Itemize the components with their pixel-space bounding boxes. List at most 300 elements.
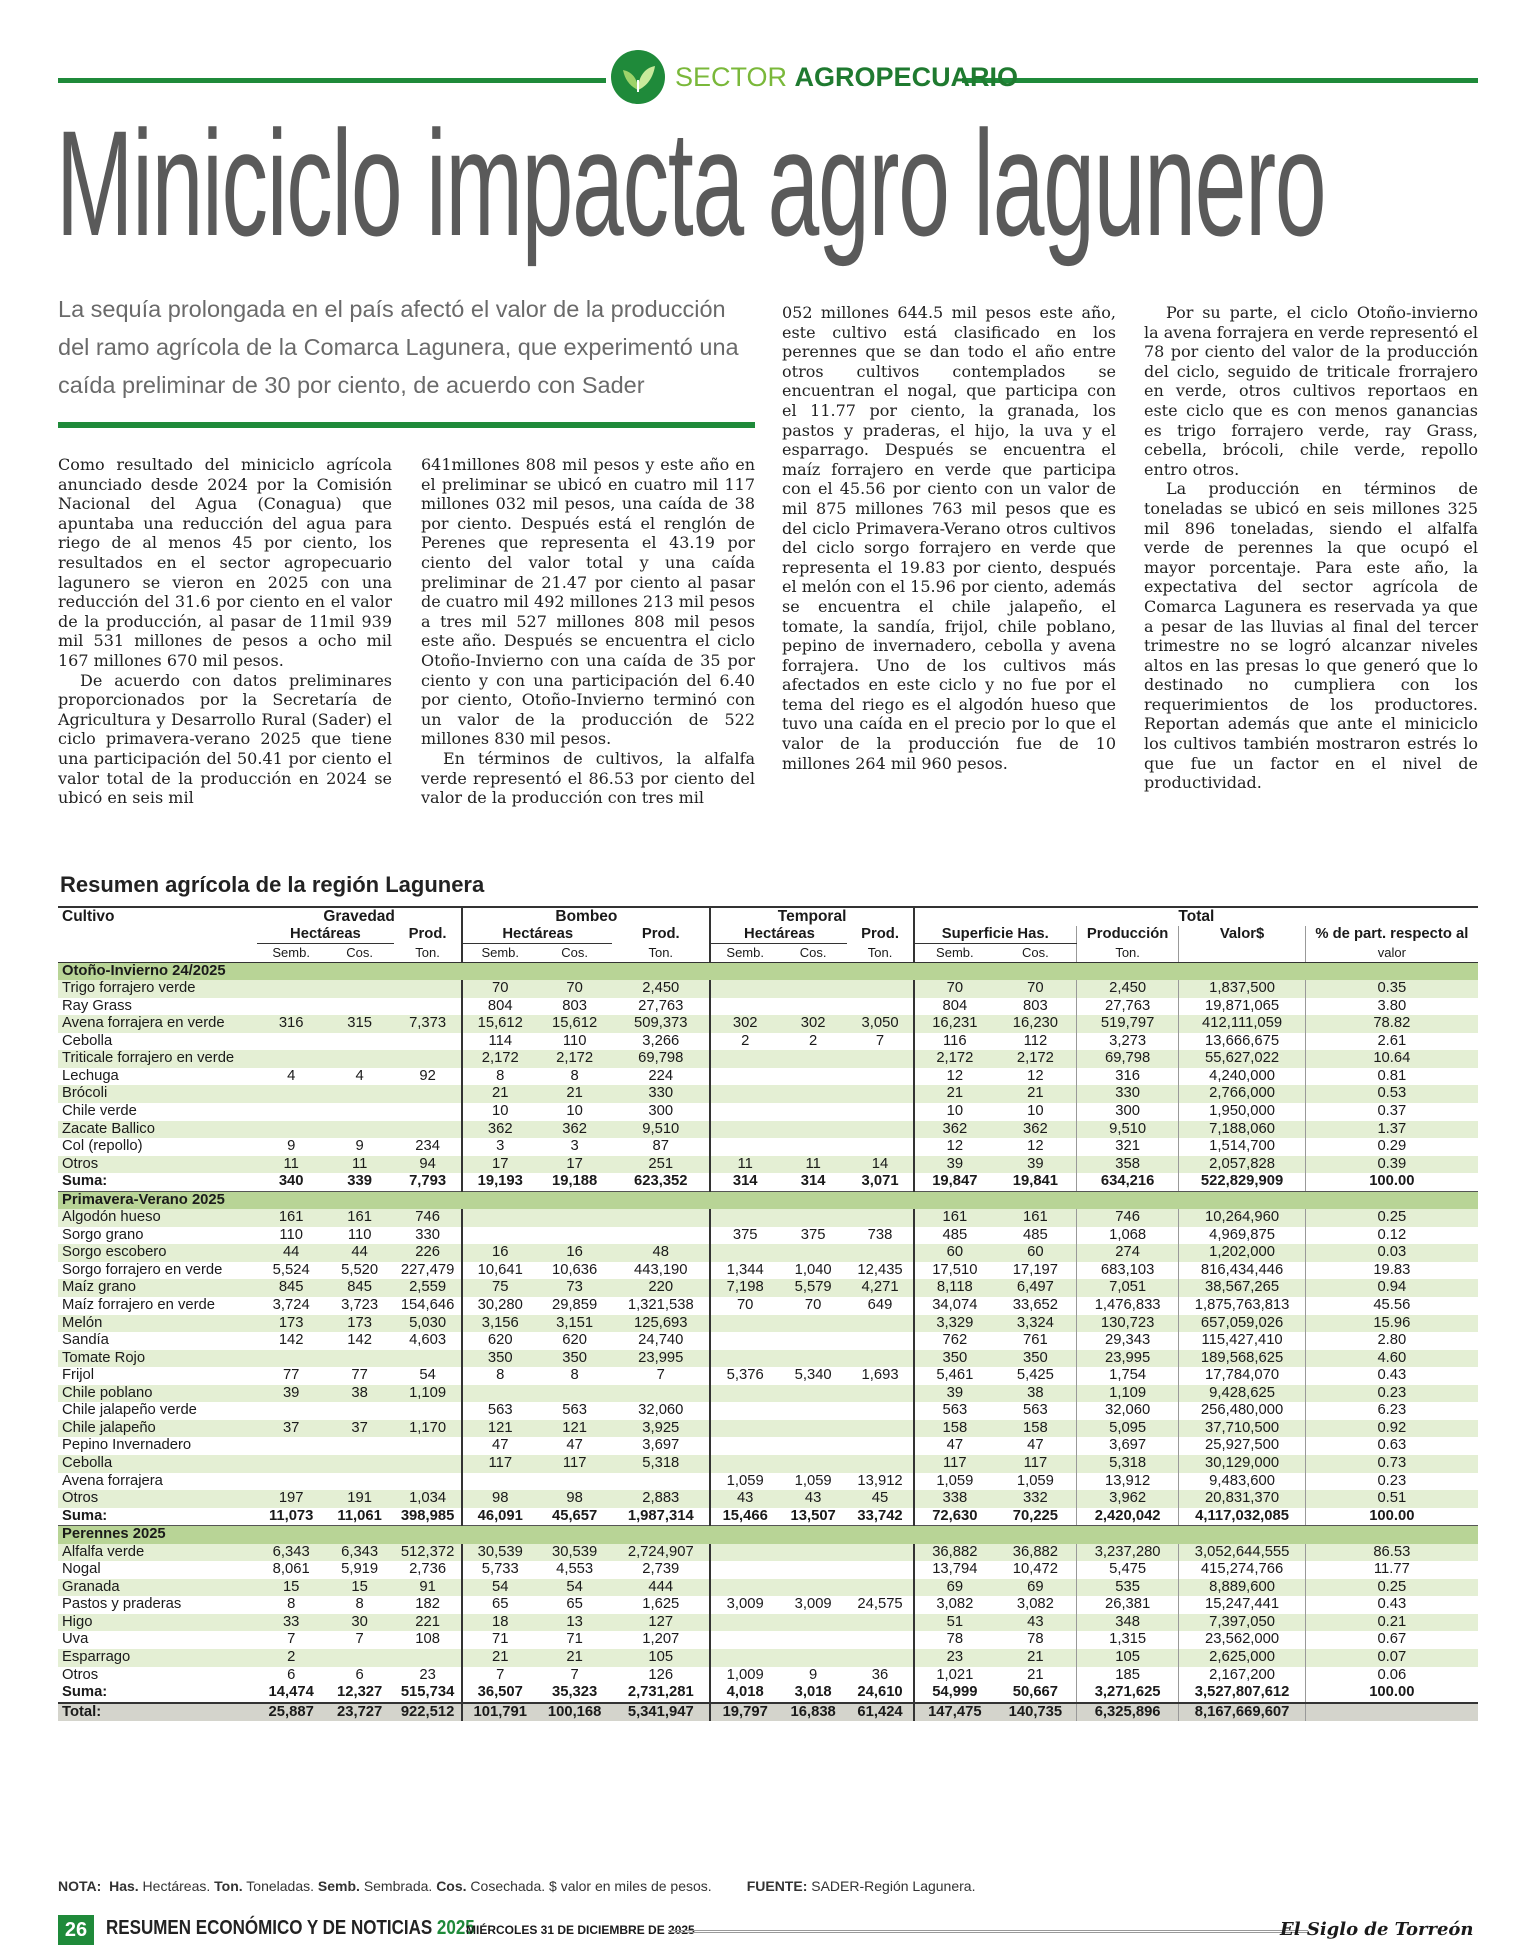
table-cell: 154,646 — [400, 1297, 455, 1314]
table-cell — [394, 1649, 462, 1667]
table-cell: 3,009 — [794, 1596, 832, 1613]
table-title: Resumen agrícola de la región Lagunera — [60, 872, 485, 897]
table-cell: 39 — [914, 1156, 995, 1174]
table-cell: 33 — [257, 1614, 325, 1632]
table-cell: 7,793 — [394, 1173, 462, 1191]
table-cell: 0.07 — [1305, 1649, 1478, 1667]
table-row — [58, 1262, 1478, 1280]
table-cell: 37 — [257, 1420, 325, 1438]
table-cell: 13,912 — [857, 1472, 903, 1489]
table-cell: 10 — [1027, 1103, 1044, 1120]
table-cell: 116 — [914, 1033, 995, 1051]
table-cell: 100.00 — [1305, 1684, 1478, 1703]
table-cell: 2,167,200 — [1179, 1667, 1305, 1685]
table-cell: 314 — [779, 1173, 847, 1191]
table-cell: 38,567,265 — [1179, 1279, 1305, 1297]
table-cell: 86.53 — [1305, 1544, 1478, 1562]
table-cell: 14 — [847, 1156, 913, 1174]
table-cell: 43 — [995, 1614, 1076, 1632]
table-cell: 9,428,625 — [1179, 1385, 1305, 1403]
table-cell: 3,723 — [341, 1297, 379, 1314]
table-cell: 3,273 — [1076, 1033, 1179, 1051]
table-cell: 8,889,600 — [1179, 1579, 1305, 1597]
article-column-4 — [1144, 303, 1478, 793]
table-cell: 623,352 — [612, 1173, 710, 1191]
table-cell: 21 — [462, 1649, 537, 1667]
table-cell: 3,266 — [642, 1032, 680, 1049]
table-cell: 0.73 — [1305, 1455, 1478, 1473]
table-cell: 15,247,441 — [1179, 1596, 1305, 1614]
table-row — [58, 1367, 1478, 1385]
table-cell: 350 — [537, 1350, 612, 1368]
table-cell — [710, 1649, 778, 1667]
table-cell: 7,198 — [710, 1279, 778, 1297]
article-column-1 — [58, 455, 392, 808]
table-cell: 4 — [355, 1067, 364, 1084]
table-cell — [257, 1473, 325, 1491]
table-cell: 17,784,070 — [1179, 1367, 1305, 1385]
table-cell — [779, 1332, 847, 1350]
table-row — [58, 1244, 1478, 1262]
table-cell: 4,553 — [556, 1561, 594, 1578]
table-cell — [779, 1631, 847, 1649]
table-cell: 3,527,807,612 — [1179, 1684, 1305, 1703]
table-cell: 0.35 — [1305, 980, 1478, 998]
table-cell: 105 — [1076, 1649, 1179, 1667]
table-cell: 26,381 — [1076, 1596, 1179, 1614]
crop-name: Esparrago — [58, 1649, 257, 1667]
table-cell: 3 — [570, 1138, 579, 1155]
table-cell: 5,318 — [1076, 1455, 1179, 1473]
table-cell — [325, 1455, 393, 1473]
crop-name: Otros — [62, 1666, 99, 1683]
table-cell — [325, 1402, 393, 1420]
table-row — [58, 1227, 1478, 1245]
table-cell: 3,925 — [612, 1420, 710, 1438]
sum-row — [58, 1508, 1478, 1526]
table-cell: 5,341,947 — [612, 1703, 710, 1722]
table-cell: 17,510 — [914, 1262, 995, 1280]
table-cell — [257, 998, 325, 1016]
table-cell: 302 — [710, 1015, 778, 1033]
table-cell: 27,763 — [1076, 998, 1179, 1016]
table-cell: 34,074 — [914, 1297, 995, 1315]
table-cell: 44 — [257, 1244, 325, 1262]
table-cell: 2,883 — [612, 1490, 710, 1508]
table-cell: 0.67 — [1305, 1631, 1478, 1649]
crop-name: Cebolla — [62, 1032, 113, 1049]
table-row — [58, 1579, 1478, 1597]
table-cell: 5,733 — [462, 1561, 537, 1579]
table-cell: 37 — [325, 1420, 393, 1438]
table-cell: 70 — [804, 1297, 822, 1314]
table-cell: 19,193 — [462, 1173, 537, 1191]
table-cell: 3,324 — [995, 1315, 1076, 1333]
crop-name: Higo — [58, 1614, 257, 1632]
table-cell: 0.29 — [1305, 1138, 1478, 1156]
paragraph: De acuerdo con datos preliminares proporcionados por la Secretaría de Agricultura y Desarrollo Rural (Sader) el ciclo primavera-verano 2025 que tiene una participación del 50.41 por ciento el valor total de la producción en 2024 se ubicó en seis mil — [58, 670, 392, 808]
table-cell: 130,723 — [1076, 1315, 1179, 1333]
table-cell: 65 — [566, 1596, 583, 1613]
table-cell — [257, 1121, 325, 1139]
table-cell — [257, 1437, 325, 1455]
table-cell: 158 — [995, 1420, 1076, 1438]
table-cell: 39 — [995, 1156, 1076, 1174]
table-cell — [612, 1227, 710, 1245]
table-cell: 38 — [995, 1385, 1076, 1403]
table-cell: 35,323 — [537, 1684, 612, 1703]
table-cell: 5,524 — [272, 1261, 310, 1278]
table-cell: 43 — [779, 1490, 847, 1508]
table-cell: 398,985 — [394, 1508, 462, 1526]
col-cos: Cos. — [325, 944, 393, 963]
table-cell: 5,095 — [1076, 1420, 1179, 1438]
table-cell: 54 — [419, 1367, 436, 1384]
crop-name: Pastos y praderas — [62, 1596, 182, 1613]
table-cell — [847, 1050, 913, 1068]
table-cell — [325, 980, 393, 998]
table-cell — [325, 1437, 393, 1455]
table-cell: 158 — [914, 1420, 995, 1438]
table-cell: 746 — [1076, 1209, 1179, 1227]
table-cell: 6,343 — [325, 1544, 393, 1562]
col-cultivo: Cultivo — [58, 907, 257, 926]
table-cell — [325, 1050, 393, 1068]
table-row — [58, 1156, 1478, 1174]
table-cell: 50,667 — [995, 1684, 1076, 1703]
section-header-row — [58, 1526, 1478, 1544]
table-row — [58, 1490, 1478, 1508]
table-cell: 845 — [257, 1279, 325, 1297]
table-cell — [779, 1437, 847, 1455]
table-cell: 6.23 — [1305, 1402, 1478, 1420]
table-cell — [779, 1614, 847, 1632]
table-cell: 161 — [325, 1209, 393, 1227]
table-cell: 98 — [462, 1490, 537, 1508]
table-cell: 6 — [355, 1666, 364, 1683]
table-cell: 0.81 — [1305, 1068, 1478, 1086]
table-cell: 0.43 — [1305, 1596, 1478, 1614]
table-cell: 21 — [995, 1085, 1076, 1103]
section-header-row — [58, 1191, 1478, 1209]
table-cell — [847, 1385, 913, 1403]
crop-name: Sorgo escobero — [58, 1244, 257, 1262]
crop-name: Chile poblano — [58, 1385, 257, 1403]
table-cell — [325, 1085, 393, 1103]
table-cell: 804 — [462, 998, 537, 1016]
table-cell — [779, 1244, 847, 1262]
table-cell: 115,427,410 — [1179, 1332, 1305, 1350]
table-cell: 350 — [914, 1350, 995, 1368]
col-prod: Prod. — [861, 925, 899, 942]
table-cell: 224 — [648, 1067, 674, 1084]
table-cell — [779, 1085, 847, 1103]
table-cell: 47 — [566, 1437, 583, 1454]
table-cell — [847, 1103, 913, 1121]
table-cell: 1,207 — [642, 1631, 680, 1648]
table-cell: 5,318 — [612, 1455, 710, 1473]
table-cell — [847, 1244, 913, 1262]
table-cell: 9,483,600 — [1179, 1473, 1305, 1491]
col-valor: Valor$ — [1179, 926, 1305, 944]
table-cell: 7,188,060 — [1179, 1121, 1305, 1139]
table-cell: 0.92 — [1305, 1420, 1478, 1438]
table-cell: 43 — [710, 1490, 778, 1508]
table-cell: 7,397,050 — [1179, 1614, 1305, 1632]
table-cell: 70 — [462, 980, 537, 998]
crop-name: Cebolla — [58, 1455, 257, 1473]
table-cell: 657,059,026 — [1179, 1315, 1305, 1333]
table-cell — [257, 1402, 325, 1420]
table-cell — [462, 1227, 537, 1245]
table-cell: 70 — [710, 1297, 778, 1315]
table-cell: 110 — [562, 1032, 587, 1049]
table-cell: 173 — [325, 1315, 393, 1333]
table-cell: 87 — [652, 1138, 669, 1155]
table-cell: 10,636 — [551, 1261, 598, 1278]
table-cell: 485 — [914, 1227, 995, 1245]
table-cell — [779, 1544, 847, 1562]
col-prod: Prod. — [641, 925, 680, 942]
table-cell: 112 — [1023, 1032, 1048, 1049]
table-cell: 620 — [562, 1332, 587, 1349]
crop-name: Pepino Invernadero — [62, 1437, 192, 1454]
table-cell: 78 — [1027, 1631, 1044, 1648]
table-cell: 1,021 — [914, 1667, 995, 1685]
table-cell: 117 — [914, 1455, 995, 1473]
table-cell — [847, 1402, 913, 1420]
table-cell: 4,018 — [710, 1684, 778, 1703]
table-cell: 922,512 — [394, 1703, 462, 1722]
section-header-row — [58, 962, 1478, 980]
table-cell — [537, 1209, 612, 1227]
table-cell: 47 — [914, 1437, 995, 1455]
table-cell: 16,838 — [779, 1703, 847, 1722]
table-cell — [847, 1332, 913, 1350]
table-cell — [847, 1138, 913, 1156]
table-cell — [779, 1350, 847, 1368]
table-cell — [710, 1050, 778, 1068]
table-cell: 11 — [710, 1156, 778, 1174]
crop-name: Triticale forrajero en verde — [58, 1050, 257, 1068]
table-cell: 24,610 — [847, 1684, 913, 1703]
col-total: Total — [914, 907, 1478, 926]
table-cell: 15,466 — [710, 1508, 778, 1526]
table-cell: 91 — [394, 1579, 462, 1597]
table-cell: 11,061 — [325, 1508, 393, 1526]
table-cell: 92 — [419, 1067, 436, 1084]
lede-rule — [58, 422, 755, 428]
table-cell — [325, 1350, 393, 1368]
table-cell — [257, 1050, 325, 1068]
table-cell: 563 — [562, 1402, 587, 1419]
table-cell: 5,579 — [779, 1279, 847, 1297]
table-cell: 13 — [537, 1614, 612, 1632]
table-cell: 1,109 — [394, 1385, 462, 1403]
table-cell: 683,103 — [1076, 1262, 1179, 1280]
table-cell — [779, 1209, 847, 1227]
table-cell: 70 — [914, 980, 995, 998]
table-cell — [1305, 1703, 1478, 1722]
table-cell: 54 — [537, 1579, 612, 1597]
table-cell: 519,797 — [1076, 1015, 1179, 1033]
table-cell: 0.21 — [1305, 1614, 1478, 1632]
table-cell: 25,887 — [257, 1703, 325, 1722]
table-cell: 72,630 — [914, 1508, 995, 1526]
table-cell — [257, 1350, 325, 1368]
table-cell: 2,172 — [995, 1050, 1076, 1068]
table-cell: 738 — [867, 1226, 893, 1243]
table-cell — [394, 1350, 462, 1368]
table-cell — [325, 1121, 393, 1139]
table-cell — [257, 980, 325, 998]
table-row — [58, 1297, 1478, 1315]
table-cell: 23,995 — [612, 1350, 710, 1368]
table-cell: 12 — [914, 1138, 995, 1156]
crop-name: Tomate Rojo — [58, 1350, 257, 1368]
table-cell: 70 — [995, 980, 1076, 998]
table-cell — [710, 1437, 778, 1455]
col-gravedad: Gravedad — [257, 907, 462, 926]
table-cell: 9 — [355, 1138, 364, 1155]
headline: Miniciclo impacta agro lagunero — [56, 99, 1326, 267]
table-cell: 761 — [1023, 1332, 1048, 1349]
table-cell: 649 — [867, 1297, 893, 1314]
table-cell: 2,559 — [394, 1279, 462, 1297]
table-cell: 173 — [257, 1315, 325, 1333]
col-semb: Semb. — [914, 944, 995, 963]
table-cell: 7 — [570, 1666, 579, 1683]
table-cell: 33,652 — [1012, 1297, 1059, 1314]
table-note: NOTA: Has. Hectáreas. Ton. Toneladas. Semb. Sembrada. Cos. Cosechada. $ valor en miles de pesos. FUENTE: SADER-Región Lagunera. — [58, 1878, 976, 1894]
table-cell: 227,479 — [400, 1261, 455, 1278]
table-cell: 4,271 — [847, 1279, 913, 1297]
table-cell — [847, 980, 913, 998]
table-cell — [257, 1455, 325, 1473]
table-cell: 8 — [570, 1067, 579, 1084]
table-cell: 1,950,000 — [1179, 1103, 1305, 1121]
table-cell: 2,172 — [537, 1050, 612, 1068]
table-cell: 315 — [325, 1015, 393, 1033]
col-cos: Cos. — [779, 944, 847, 963]
table-cell: 1,202,000 — [1179, 1244, 1305, 1262]
table-cell: 73 — [537, 1279, 612, 1297]
table-cell: 634,216 — [1076, 1173, 1179, 1191]
table-cell: 10,641 — [462, 1262, 537, 1280]
table-cell: 7 — [656, 1367, 665, 1384]
table-cell — [394, 1121, 462, 1139]
table-cell: 6,497 — [995, 1279, 1076, 1297]
table-cell: 98 — [537, 1490, 612, 1508]
table-cell: 23 — [419, 1666, 436, 1683]
table-cell — [847, 1455, 913, 1473]
table-cell: 36,882 — [914, 1544, 995, 1562]
table-cell: 30,539 — [462, 1544, 537, 1562]
table-cell — [779, 1579, 847, 1597]
table-cell: 2,172 — [462, 1050, 537, 1068]
table-cell: 100.00 — [1305, 1173, 1478, 1191]
table-cell: 69,798 — [612, 1050, 710, 1068]
table-cell: 71 — [462, 1631, 537, 1649]
table-cell: 11 — [257, 1156, 325, 1174]
table-cell: 6,325,896 — [1076, 1703, 1179, 1722]
col-ton: Ton. — [612, 944, 710, 963]
table-cell: 13,912 — [1076, 1473, 1179, 1491]
table-cell: 117 — [462, 1455, 537, 1473]
table-cell: 2,420,042 — [1076, 1508, 1179, 1526]
table-cell: 108 — [415, 1631, 440, 1648]
col-ton: Ton. — [1076, 944, 1179, 963]
table-cell — [325, 1033, 393, 1051]
table-cell: 330 — [1076, 1085, 1179, 1103]
table-cell: 0.37 — [1305, 1103, 1478, 1121]
table-cell: 1,344 — [710, 1262, 778, 1280]
table-cell: 8 — [570, 1367, 579, 1384]
table-cell: 816,434,446 — [1179, 1262, 1305, 1280]
crop-name: Sandía — [62, 1332, 109, 1349]
table-cell: 30 — [325, 1614, 393, 1632]
table-cell: 4,969,875 — [1179, 1227, 1305, 1245]
col-hect: Hectáreas — [710, 926, 847, 944]
crop-name: Granada — [58, 1579, 257, 1597]
table-cell: 12,327 — [325, 1684, 393, 1703]
crop-name: Maíz forrajero en verde — [62, 1297, 215, 1314]
table-cell: 20,831,370 — [1179, 1490, 1305, 1508]
table-cell: 0.94 — [1305, 1279, 1478, 1297]
table-cell: 2 — [710, 1033, 778, 1051]
table-cell: 8,061 — [272, 1561, 310, 1578]
table-row — [58, 1209, 1478, 1227]
table-cell: 415,274,766 — [1179, 1561, 1305, 1579]
table-cell: 251 — [612, 1156, 710, 1174]
table-cell: 2,057,828 — [1179, 1156, 1305, 1174]
table-cell: 8 — [355, 1596, 364, 1613]
page-number: 26 — [58, 1915, 94, 1945]
table-row — [58, 1103, 1478, 1121]
table-cell: 4 — [287, 1067, 296, 1084]
table-cell — [325, 1103, 393, 1121]
table-cell: 8,118 — [914, 1279, 995, 1297]
table-cell — [710, 1350, 778, 1368]
col-produccion: Producción — [1076, 926, 1179, 944]
table-cell: 140,735 — [995, 1703, 1076, 1722]
section-title: Primavera-Verano 2025 — [58, 1191, 1478, 1209]
table-cell — [710, 1068, 778, 1086]
table-cell: 0.51 — [1305, 1490, 1478, 1508]
table-cell: 362 — [462, 1121, 537, 1139]
table-cell: 78 — [914, 1631, 995, 1649]
table-cell: 3,151 — [537, 1315, 612, 1333]
table-cell — [257, 1085, 325, 1103]
header-rule-left — [58, 78, 606, 83]
table-cell: 19,797 — [710, 1703, 778, 1722]
table-cell: 39 — [914, 1385, 995, 1403]
table-cell: 54 — [462, 1579, 537, 1597]
table-row — [58, 1385, 1478, 1403]
table-cell — [257, 1103, 325, 1121]
lede: La sequía prolongada en el país afectó el valor de la producción del ramo agrícola de la Comarca Lagunera, que experimentó una caída preliminar de 30 por ciento, de acuerdo con Sader — [58, 296, 739, 398]
table-cell: 30,539 — [537, 1544, 612, 1562]
table-cell: 0.03 — [1305, 1244, 1478, 1262]
table-cell: 24,740 — [638, 1332, 684, 1349]
crop-name: Trigo forrajero verde — [58, 980, 257, 998]
table-cell — [779, 1121, 847, 1139]
header-row — [58, 926, 1478, 944]
table-cell: 125,693 — [612, 1315, 710, 1333]
crop-name: Chile verde — [62, 1103, 137, 1120]
crop-name: Sorgo forrajero en verde — [62, 1261, 223, 1278]
masthead-logo: El Siglo de Torreón — [1280, 1919, 1474, 1940]
